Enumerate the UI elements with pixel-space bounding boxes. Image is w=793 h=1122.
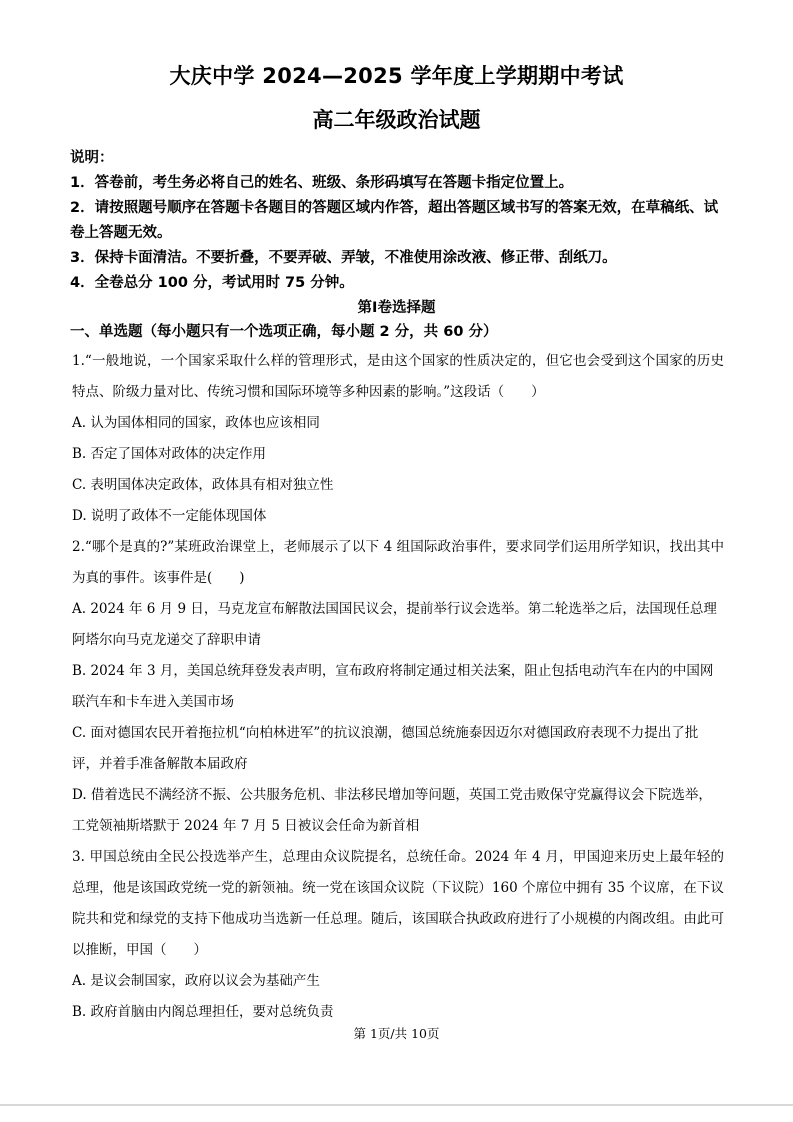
exam-title: 大庆中学 2024—2025 学年度上学期期中考试 — [169, 64, 624, 88]
instruction-item: 1．答卷前，考生务必将自己的姓名、班级、条形码填写在答题卡指定位置上。 — [70, 175, 574, 191]
instruction-item: 2．请按照题号顺序在答题卡各题目的答题区域内作答，超出答题区域书写的答案无效，在草稿纸、试卷上答题无效。 — [70, 200, 719, 241]
page-number: 第 1页/共 10页 — [353, 1026, 440, 1041]
section-title: 第Ⅰ卷选择题 — [357, 300, 436, 316]
question-option: B. 政府首脑由内阁总理担任，要对总统负责 — [72, 1004, 334, 1020]
question-option: D. 借着选民不满经济不振、公共服务危机、非法移民增加等问题，英国工党击败保守党赢得议会下院选举，工党领袖斯塔默于 2024 年 7 月 5 日被议会任命为新首相 — [72, 787, 712, 834]
question-stem: 1.“一般地说，一个国家采取什么样的管理形式，是由这个国家的性质决定的，但它也会受到这个国家的历史特点、阶级力量对比、传统习惯和国际环境等多种因素的影响。”这段话（ ） — [72, 353, 724, 400]
question-option: A. 认为国体相同的国家，政体也应该相同 — [72, 415, 320, 431]
question-option: B. 2024 年 3 月，美国总统拜登发表声明，宣布政府将制定通过相关法案，阻止包括电动汽车在内的中国网联汽车和卡车进入美国市场 — [72, 663, 714, 710]
instruction-item: 3．保持卡面清洁。不要折叠，不要弄破、弄皱，不准使用涂改液、修正带、刮纸刀。 — [70, 250, 617, 266]
question-option: D. 说明了政体不一定能体现国体 — [72, 508, 267, 524]
question-option: C. 表明国体决定政体，政体具有相对独立性 — [72, 477, 334, 493]
instructions — [70, 146, 730, 296]
question-stem: 2.“哪个是真的?”某班政治课堂上，老师展示了以下 4 组国际政治事件，要求同学们运用所学知识，找出其中为真的事件。该事件是( ) — [72, 539, 724, 586]
question-option: A. 是议会制国家，政府以议会为基础产生 — [72, 973, 320, 989]
part-title: 一、单选题（每小题只有一个选项正确，每小题 2 分，共 60 分） — [70, 324, 498, 340]
questions-body — [72, 346, 724, 1028]
instructions-heading: 说明： — [70, 150, 114, 166]
question-option: C. 面对德国农民开着拖拉机“向柏林进军”的抗议浪潮，德国总统施泰因迈尔对德国政府表现不力提出了批评，并着手准备解散本届政府 — [72, 725, 699, 772]
question-stem: 3. 甲国总统由全民公投选举产生，总理由众议院提名，总统任命。2024 年 4 月，甲国迎来历史上最年轻的总理，他是该国政党统一党的新领袖。统一党在该国众议院（下议院）160 个席位中拥有 35 个议席，在下议院共和党和绿党的支持下他成功当选新一任总理。随后，该国联合执政政府进行了小规模的内阁改组。由此可以推断，甲国（ ） — [72, 849, 724, 958]
page-bottom-divider — [0, 1104, 793, 1106]
exam-subtitle: 高二年级政治试题 — [312, 108, 481, 132]
question-option: B. 否定了国体对政体的决定作用 — [72, 446, 267, 462]
instruction-item: 4．全卷总分 100 分，考试用时 75 分钟。 — [70, 275, 354, 291]
question-option: A. 2024 年 6 月 9 日，马克龙宣布解散法国国民议会，提前举行议会选举。第二轮选举之后，法国现任总理阿塔尔向马克龙递交了辞职申请 — [72, 601, 717, 648]
